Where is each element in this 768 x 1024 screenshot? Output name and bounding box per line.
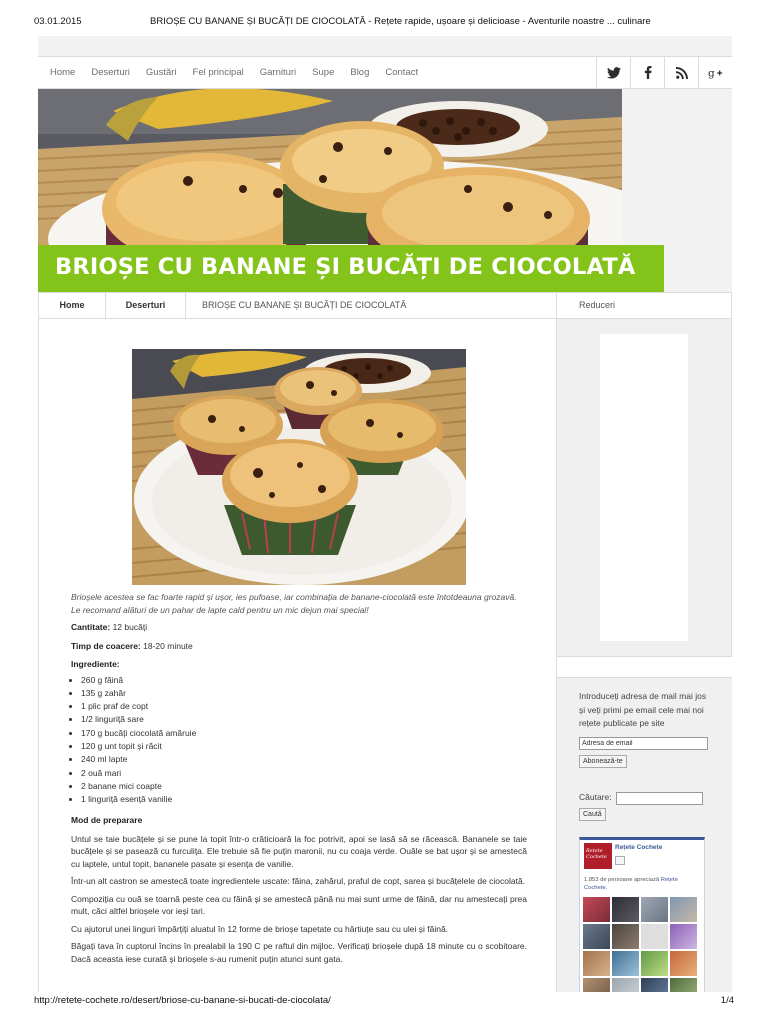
search-label: Căutare:	[579, 792, 612, 802]
facebook-like-box	[579, 837, 705, 992]
fan-avatar[interactable]	[641, 897, 668, 922]
twitter-icon	[607, 67, 621, 79]
ingredient-item: • 260 g făină	[81, 674, 527, 687]
sidebar-divider	[557, 656, 732, 678]
facebook-count-text: 1.853 de persoane apreciază	[584, 877, 660, 883]
fan-avatar[interactable]	[670, 924, 697, 949]
site-page	[38, 36, 732, 992]
newsletter-text: Introduceți adresa de mail mai jos și veți primi pe email cele mai noi rețete publicate pe site	[579, 691, 707, 728]
baking-time-value: 18-20 minute	[143, 640, 193, 651]
sidebar-widgets	[557, 678, 732, 992]
post-content	[38, 319, 557, 992]
ingredient-item: • 240 ml lapte	[81, 753, 527, 766]
fan-avatar[interactable]	[583, 897, 610, 922]
facebook-button[interactable]	[630, 57, 664, 88]
facebook-like-count	[584, 877, 702, 892]
fan-avatar[interactable]	[612, 951, 639, 976]
quantity-line	[71, 621, 527, 634]
breadcrumb-current: BRIOȘE CU BANANE ȘI BUCĂȚI DE CIOCOLATĂ	[202, 300, 407, 310]
fan-avatar[interactable]	[612, 978, 639, 992]
post-body	[71, 591, 527, 970]
fan-avatar[interactable]	[670, 978, 697, 992]
nav-item-gustari[interactable]: Gustări	[145, 67, 177, 78]
print-url: http://retete-cochete.ro/desert/briose-cu-banane-si-bucati-de-ciocolata/	[34, 995, 331, 1006]
subscribe-button[interactable]: Abonează-te	[579, 755, 627, 768]
fan-avatar[interactable]	[670, 951, 697, 976]
nav-item-garnituri[interactable]: Garnituri	[259, 67, 297, 78]
sidebar-tab-reduceri[interactable]	[557, 292, 732, 319]
ingredient-item: • 1 plic praf de copt	[81, 700, 527, 713]
twitter-button[interactable]	[596, 57, 630, 88]
breadcrumb	[38, 292, 557, 319]
ad-slot[interactable]	[600, 334, 688, 641]
baking-time-label: Timp de coacere:	[71, 640, 141, 651]
ingredient-item: • 1/2 linguriță sare	[81, 713, 527, 726]
page-title: BRIOȘE CU BANANE ȘI BUCĂȚI DE CIOCOLATĂ	[55, 254, 636, 280]
hero-title-bar	[38, 245, 664, 292]
facebook-page-name[interactable]: Rețete Cochete	[615, 844, 663, 851]
preparation-step: Băgați tava în cuptorul încins în prealabil la 190 C pe raftul din mijloc. Verificați brioșele după 18 minute cu o scobitoare. Dacă aceasta iese curată și brioșele s-au rumenit puțin atunci sunt gata.	[71, 941, 527, 964]
quantity-label: Cantitate:	[71, 622, 111, 632]
google-plus-icon	[708, 67, 724, 79]
preparation-step: Într-un alt castron se amestecă toate ingredientele uscate: făina, zahărul, praful de copt, sarea și bucățelele de ciocolată.	[71, 876, 526, 887]
fan-avatar[interactable]	[583, 924, 610, 949]
facebook-page-logo[interactable]: Rețete Cochete	[584, 843, 612, 869]
fan-avatar[interactable]	[612, 897, 639, 922]
print-footer	[34, 995, 734, 1009]
preparation-step: Untul se taie bucățele și se pune la topit într-o crăticioară la foc potrivit, apoi se lasă să se răcească. Bananele se taie bucățele și se pasează cu furculița. Ele trebuie să fie puțin maronii, nu cu coaja verde. Ouăle se bat ușor și se amestecă cu laptele, untul topit, bananele pasate și esența de vanilie.	[71, 833, 527, 869]
rss-button[interactable]	[664, 57, 698, 88]
fan-avatar[interactable]	[612, 924, 639, 949]
sidebar-ad-area	[557, 319, 732, 656]
ingredient-item: • 2 ouă mari	[81, 767, 527, 780]
facebook-like-button[interactable]	[615, 856, 625, 865]
breadcrumb-home[interactable]: Home	[39, 293, 106, 318]
fan-avatar[interactable]	[583, 978, 610, 992]
fan-avatar[interactable]	[641, 924, 668, 949]
ingredient-item: • 170 g bucăți ciocolată amăruie	[81, 727, 527, 740]
fan-avatar[interactable]	[670, 897, 697, 922]
fan-avatar[interactable]	[641, 978, 668, 992]
main-menu	[50, 57, 418, 88]
nav-item-home[interactable]: Home	[50, 67, 76, 78]
sidebar-tab-label: Reduceri	[579, 300, 616, 310]
breadcrumb-deserturi[interactable]: Deserturi	[106, 293, 186, 318]
nav-item-deserturi[interactable]: Deserturi	[91, 67, 130, 78]
fan-avatar[interactable]	[583, 951, 610, 976]
ingredients-list	[71, 674, 527, 807]
top-navbar	[38, 56, 732, 89]
google-plus-button[interactable]	[698, 57, 732, 88]
ingredient-item: • 1 linguriță esență vanilie	[81, 793, 527, 806]
preparation-step: Cu ajutorul unei linguri împărțiți aluatul în 12 forme de brioșe tapetate cu hârtiuțe sau cu ulei și făină.	[71, 923, 449, 934]
facebook-fan-faces	[583, 897, 703, 992]
nav-item-fel-principal[interactable]: Fel principal	[192, 67, 244, 78]
rss-icon	[676, 67, 688, 79]
ingredient-item: • 135 g zahăr	[81, 687, 527, 700]
facebook-count-link[interactable]: Rețete Cochete.	[584, 877, 678, 891]
social-links	[596, 57, 732, 88]
hero-image	[38, 89, 622, 245]
print-header	[34, 16, 734, 30]
search-input[interactable]	[616, 792, 703, 805]
post-intro: Brioșele acestea se fac foarte rapid și ușor, ies pufoase, iar combinația de banane-ciocolată este întotdeauna grozavă. Le recomand alături de un pahar de lapte cald pentru un mic dejun mai special!	[71, 592, 517, 615]
post-image	[132, 349, 466, 585]
ingredient-item: • 120 g unt topit și răcit	[81, 740, 527, 753]
fan-avatar[interactable]	[641, 951, 668, 976]
search-button[interactable]: Caută	[579, 808, 606, 821]
facebook-icon	[644, 66, 652, 79]
quantity-value: 12 bucăți	[112, 622, 148, 632]
baking-time-line	[71, 640, 527, 653]
nav-item-contact[interactable]: Contact	[385, 67, 419, 78]
email-input[interactable]	[579, 737, 708, 750]
nav-item-blog[interactable]: Blog	[350, 67, 370, 78]
nav-item-supe[interactable]: Supe	[312, 67, 335, 78]
ingredients-heading: Ingrediente:	[71, 659, 120, 669]
print-page-number: 1/4	[720, 995, 734, 1006]
print-date: 03.01.2015	[34, 16, 82, 27]
ingredient-item: • 2 banane mici coapte	[81, 780, 527, 793]
preparation-step: Compoziția cu ouă se toarnă peste cea cu făină și se amestecă până nu mai sunt urme de făină, dar nu amestecați prea mult, căci altfel brioșele vor ieși tari.	[71, 893, 527, 917]
print-title: BRIOȘE CU BANANE ȘI BUCĂȚI DE CIOCOLATĂ - Rețete rapide, ușoare și delicioase - Aventurile noastre ... culinare	[150, 16, 651, 27]
preparation-heading: Mod de preparare	[71, 815, 143, 826]
svg-text:g: g	[707, 67, 715, 79]
